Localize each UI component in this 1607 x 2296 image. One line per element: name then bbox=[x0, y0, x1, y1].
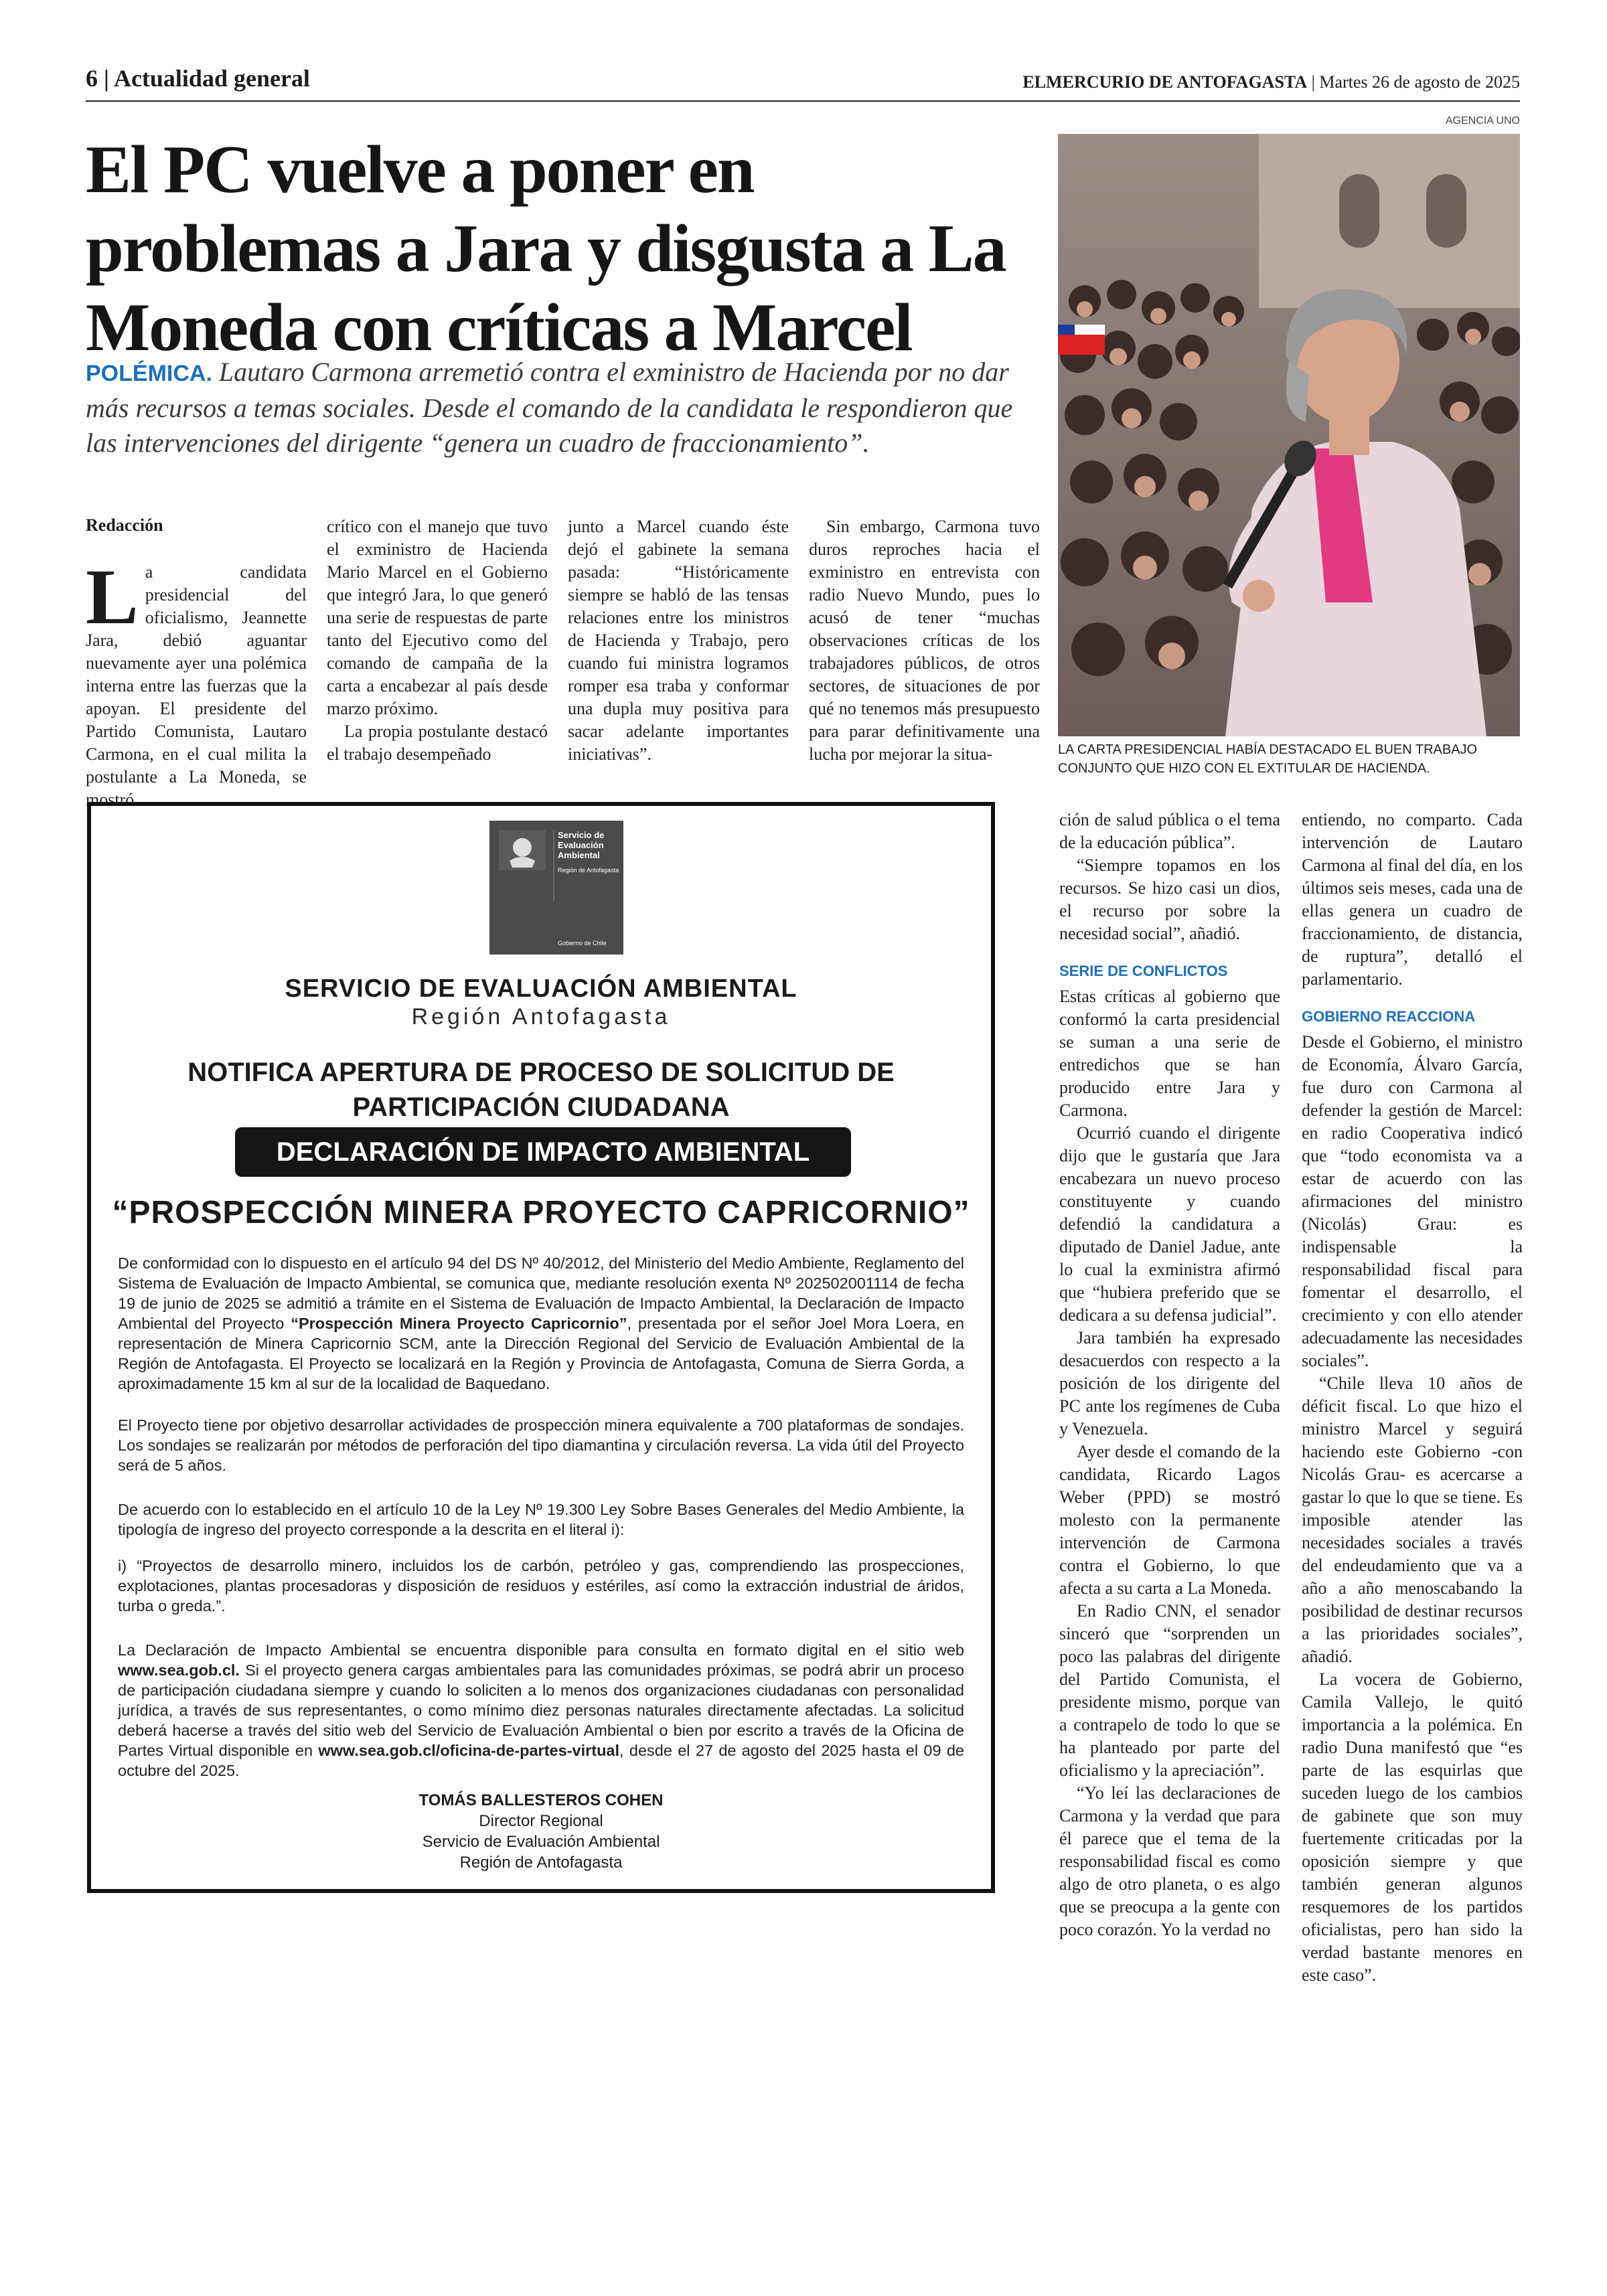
paragraph: Jara también ha expresado desacuerdos con respecto a la posición de los dirigente del PC ante los regímenes de Cuba y Venezuela. bbox=[1059, 1328, 1280, 1439]
oficina-partes-link[interactable]: www.sea.gob.cl/oficina-de-partes-virtual bbox=[318, 1742, 620, 1759]
article-column-1 bbox=[86, 553, 307, 811]
paragraph: “Yo leí las declaraciones de Carmona y la verdad que para él parece que el tema de la responsabilidad fiscal es como algo de otro planeta, o es algo que se preocupa a la gente con poco corazón. Yo la verdad no bbox=[1059, 1783, 1280, 1939]
sea-logo bbox=[489, 821, 623, 955]
article-column-6 bbox=[1302, 809, 1523, 1987]
paragraph: “Chile lleva 10 años de déficit fiscal. Lo que hizo el ministro Marcel y seguirá haciendo este Gobierno -con Nicolás Grau- es acercarse a gastar lo que lo que se tiene. Es imposible atender las necesidades sociales a través del endeudamiento que va a año a año menoscabando la posibilidad de destinar recursos a las prioridades sociales”, añadió. bbox=[1302, 1374, 1523, 1666]
sea-website-link[interactable]: www.sea.gob.cl. bbox=[118, 1661, 240, 1679]
ad-paragraph-3: De acuerdo con lo establecido en el artículo 10 de la Ley Nº 19.300 Ley Sobre Bases Generales del Medio Ambiente, la tipología de ingreso del proyecto corresponde a la descrita en el literal i): bbox=[118, 1501, 964, 1538]
newspaper-name: ELMERCURIO DE ANTOFAGASTA bbox=[1022, 72, 1308, 92]
paragraph: “Siempre topamos en los recursos. Se hizo casi un dios, el recurso por sobre la necesidad social”, añadió. bbox=[1059, 855, 1280, 943]
paragraph: Ayer desde el comando de la candidata, Ricardo Lagos Weber (PPD) se mostró molesto con la permanente intervención de Carmona contra el Gobierno, lo que afecta a su carta a La Moneda. bbox=[1059, 1442, 1280, 1598]
article-title: El PC vuelve a poner en problemas a Jara y disgusta a La Moneda con críticas a Marcel bbox=[86, 132, 1006, 365]
separator: | bbox=[1311, 72, 1320, 92]
sea-public-notice bbox=[87, 802, 995, 1893]
paragraph: La propia postulante destacó el trabajo desempeñado bbox=[327, 722, 548, 764]
paragraph: Sin embargo, Carmona tuvo duros reproches hacia el exministro en entrevista con radio Nuevo Mundo, pues lo acusó de tener “muchas observaciones críticas de los trabajadores públicos, de otros sectores, de situaciones de por qué no tenemos más presupuesto para parar definitivamente una lucha por mejorar la situa- bbox=[809, 517, 1040, 764]
ad-paragraph-5: La Declaración de Impacto Ambiental se encuentra disponible para consulta en formato digital en el sitio web www.sea.gob.cl. Si el proyecto genera cargas ambientales para las comunidades próximas, se podrá abrir un proceso de participación ciudadana siempre y cuando lo soliciten a lo menos dos organizaciones ciudadanas con personalidad jurídica, a través de sus representantes, o como mínimo diez personas naturales directamente afectadas. La solicitud deberá hacerse a través del sitio web del Servicio de Evaluación Ambiental o bien por escrito a través de la Oficina de Partes Virtual disponible en www.sea.gob.cl/oficina-de-partes-virtual, desde el 27 de agosto del 2025 hasta el 09 de octubre del 2025. bbox=[118, 1641, 964, 1779]
candidate-photo bbox=[1058, 134, 1520, 736]
ad-org: SERVICIO DE EVALUACIÓN AMBIENTAL bbox=[285, 975, 797, 1003]
paragraph: junto a Marcel cuando éste dejó el gabinete la semana pasada: “Históricamente siempre se habló de las tensas relaciones entre los ministros de Hacienda y Trabajo, pero cuando fui ministra logramos romper esa traba y conformar una dupla muy positiva para sacar adelante importantes iniciativas”. bbox=[568, 517, 789, 764]
dek-kicker: POLÉMICA. bbox=[86, 361, 212, 386]
paragraph: La vocera de Gobierno, Camila Vallejo, le quitó importancia a la polémica. En radio Duna manifestó que “es parte de las esquirlas que suceden luego de los cambios de gabinete que son muy fuertemente criticadas por la oposición siempre y que también generan algunos resquemores de los partidos oficialistas, pero han sido la verdad bastante menores en este caso”. bbox=[1302, 1669, 1523, 1985]
article-column-2 bbox=[327, 515, 548, 766]
paragraph: Estas críticas al gobierno que conformó la carta presidencial se suman a una serie de entredichos que se han producido entre Jara y Carmona. bbox=[1059, 987, 1280, 1120]
paragraph: Ocurrió cuando el dirigente dijo que le gustaría que Jara encabezara un nuevo proceso constituyente y cuando defendió la candidatura a diputado de Daniel Jadue, ante lo cual la exministra afirmó que “hubiera preferido que se dedicara a su defensa judicial”. bbox=[1059, 1123, 1280, 1325]
ad-region: Región Antofagasta bbox=[411, 1004, 671, 1030]
paragraph: ción de salud pública o el tema de la educación pública”. bbox=[1059, 810, 1280, 852]
byline: Redacción bbox=[86, 515, 163, 535]
ad-paragraph-1: De conformidad con lo dispuesto en el artículo 94 del DS Nº 40/2012, del Ministerio del Medio Ambiente, Reglamento del Sistema de Evaluación de Impacto Ambiental, se comunica que, mediante resolución exenta Nº 202502001114 de fecha 19 de junio de 2025 se admitió a trámite en el Sistema de Evaluación de Impacto Ambiental, la Declaración de Impacto Ambiental del Proyecto “Prospección Minera Proyecto Capricornio”, presentada por el señor Joel Mora Loera, en representación de Minera Capricornio SCM, ante la Dirección Regional del Servicio de Evaluación Ambiental de la Región de Antofagasta. El Proyecto se localizará en la Región y Provincia de Antofagasta, Comuna de Sierra Gorda, a aproximadamente 15 km al sur de la localidad de Baquedano. bbox=[118, 1254, 964, 1392]
crowd-illustration bbox=[1058, 134, 1520, 736]
page-section: 6 | Actualidad general bbox=[86, 65, 310, 92]
issue-date: Martes 26 de agosto de 2025 bbox=[1319, 72, 1520, 92]
logo-text: Servicio de Evaluación Ambiental Región de Antofagasta bbox=[558, 830, 619, 874]
article-dek bbox=[86, 355, 1037, 461]
photo-caption: LA CARTA PRESIDENCIAL HABÍA DESTACADO EL BUEN TRABAJO CONJUNTO QUE HIZO CON EL EXTITULAR DE HACIENDA. bbox=[1058, 742, 1478, 776]
header-rule bbox=[86, 100, 1520, 102]
article-column-5 bbox=[1059, 809, 1280, 1941]
paragraph: En Radio CNN, el senador sinceró que “sorprenden un poco las palabras del dirigente del Partido Comunista, el presidente mismo, porque van a contrapelo de todo lo que se ha planteado por parte del oficialismo y la apreciación”. bbox=[1059, 1601, 1280, 1780]
ad-paragraph-4: i) “Proyectos de desarrollo minero, incluidos los de carbón, petróleo y gas, comprendiendo las prospecciones, explotaciones, plantas procesadoras y disposición de residuos y estériles, así como la extracción industrial de áridos, turba o greda.”. bbox=[118, 1557, 964, 1615]
dek-text: Lautaro Carmona arremetió contra el exministro de Hacienda por no dar más recursos a temas sociales. Desde el comando de la candidata le respondieron que las intervenciones del dirigente “genera un cuadro de fraccionamiento”. bbox=[86, 357, 1013, 458]
logo-footer: Gobierno de Chile bbox=[558, 940, 607, 947]
subhead-gobierno-reacciona: GOBIERNO REACCIONA bbox=[1302, 1008, 1476, 1025]
masthead-date bbox=[1022, 72, 1520, 92]
subhead-serie-conflictos: SERIE DE CONFLICTOS bbox=[1059, 963, 1228, 979]
article-column-3 bbox=[568, 515, 789, 766]
ad-paragraph-2: El Proyecto tiene por objetivo desarrollar actividades de prospección minera equivalente a 700 plataformas de sondajes. Los sondajes se realizarán por métodos de perforación del tipo diamantina y circulación reversa. La vida útil del Proyecto será de 5 años. bbox=[118, 1416, 964, 1474]
photo-credit: AGENCIA UNO bbox=[1445, 115, 1520, 127]
drop-cap: L bbox=[86, 553, 139, 641]
article-column-4 bbox=[809, 515, 1040, 766]
ad-project-name: “PROSPECCIÓN MINERA PROYECTO CAPRICORNIO” bbox=[112, 1195, 970, 1230]
ad-signature: TOMÁS BALLESTEROS COHEN Director Regional Servicio de Evaluación Ambiental Región de Antofagasta bbox=[418, 1791, 664, 1872]
paragraph: Desde el Gobierno, el ministro de Economía, Álvaro García, fue duro con Carmona al defender la gestión de Marcel: en radio Cooperativa indicó que “todo economista va a estar de acuerdo con las afirmaciones del ministro (Nicolás) Grau: es indispensable la responsabilidad fiscal para fomentar el desarrollo, el crecimiento y con ello atender adecuadamente las necesidades sociales”. bbox=[1302, 1032, 1523, 1370]
ad-dia-banner: DECLARACIÓN DE IMPACTO AMBIENTAL bbox=[235, 1127, 851, 1177]
paragraph: La candidata presidencial del oficialismo, Jeannette Jara, debió aguantar nuevamente ayer una polémica interna entre las fuerzas que la apoyan. El presidente del Partido Comunista, Lautaro Carmona, en el cual milita la postulante a La Moneda, se mostró bbox=[86, 553, 307, 809]
paragraph: crítico con el manejo que tuvo el exministro de Hacienda Mario Marcel en el Gobierno que integró Jara, lo que generó una serie de respuestas de parte tanto del Ejecutivo como del comando de campaña de la carta a encabezar al país desde marzo próximo. bbox=[327, 517, 548, 718]
paragraph: entiendo, no comparto. Cada intervención de Lautaro Carmona al final del día, en los últimos seis meses, cada una de ellas genera un cuadro de fraccionamiento, de distancia, de ruptura”, detalló el parlamentario. bbox=[1302, 810, 1523, 989]
ad-notification: NOTIFICA APERTURA DE PROCESO DE SOLICITUD DE PARTICIPACIÓN CIUDADANA bbox=[187, 1058, 895, 1122]
